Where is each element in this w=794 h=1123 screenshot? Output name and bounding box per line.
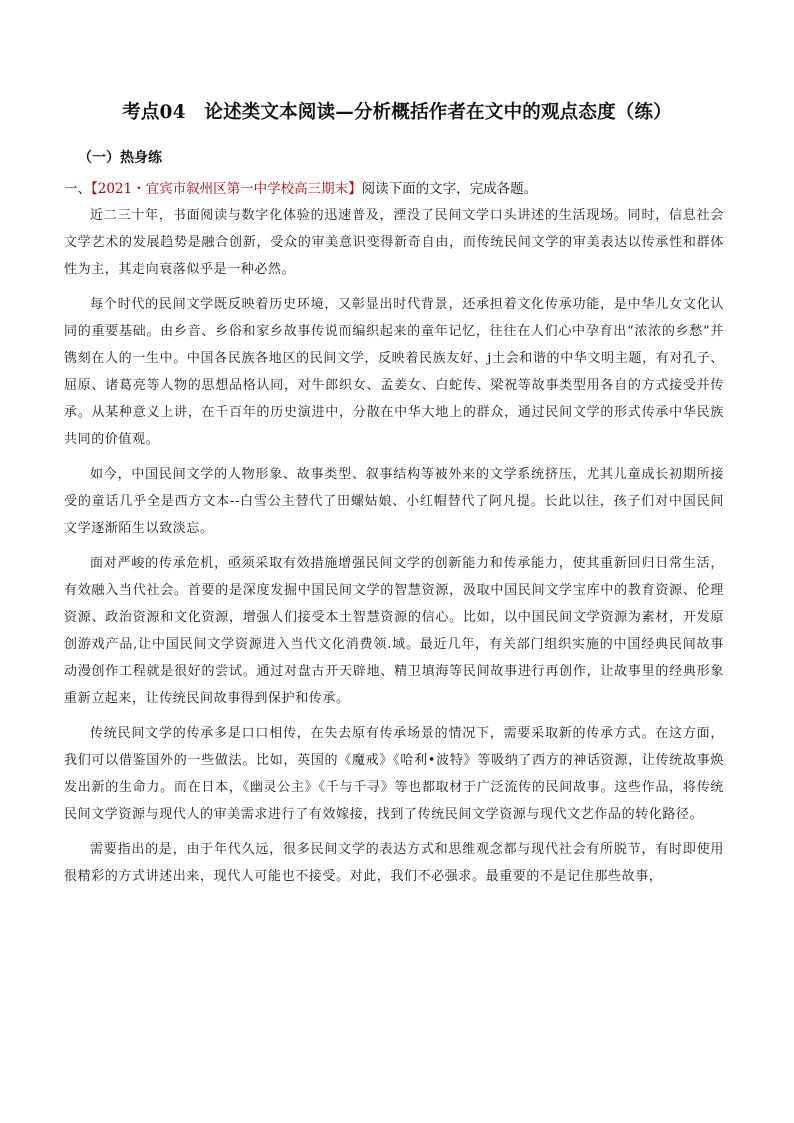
passage-paragraph: 近二三十年，书面阅读与数字化体验的迅速普及，湮没了民间文学口头讲述的生活现场。同时，信息社会文学艺术的发展趋势是融合创新，受众的审美意识变得新奇自由，而传统民间文学的审美表达以传承性和群体性为主，其走向衰落似乎是一种必然。 (64, 208, 724, 277)
question-source: 【2021・宜宾市叙州区第一中学校高三期末】 (91, 181, 362, 197)
question-number: 一、 (64, 181, 91, 197)
passage-body (64, 202, 724, 898)
page-title: 考点04 论述类文本阅读—分析概括作者在文中的观点态度（练） (122, 102, 672, 123)
question-instruction: 阅读下面的文字，完成各题。 (361, 181, 538, 197)
passage-paragraph: 面对严峻的传承危机，亟须采取有效措施增强民间文学的创新能力和传承能力，使其重新回归日常生活，有效融入当代社会。首要的是深度发掘中国民间文学的智慧资源，汲取中国民间文学宝库中的教育资源、伦理资源、政治资源和文化资源，增强人们接受本土智慧资源的信心。比如，以中国民间文学资源为素材，开发原创游戏产品,让中国民间文学资源进入当代文化消费领.域。最近几年，有关部门组织实施的中国经典民间故事动漫创作工程就是很好的尝试。通过对盘古开天辟地、精卫填海等民间故事进行再创作，让故事里的经典形象重新立起来，让传统民间故事得到保护和传承。 (64, 556, 724, 706)
passage-paragraph: 传统民间文学的传承多是口口相传，在失去原有传承场景的情况下，需要采取新的传承方式。在这方面，我们可以借鉴国外的一些做法。比如，英国的《魔戒》《哈利•波特》等吸纳了西方的神话资源，让传统故事焕发出新的生命力。而在日本，《幽灵公主》《千与千寻》等也都取材于广泛流传的民间故事。这些作品，将传统民间文学资源与现代人的审美需求进行了有效嫁接，找到了传统民间文学资源与现代文艺作品的转化路径。 (64, 726, 724, 822)
passage-paragraph: 需要指出的是，由于年代久远，很多民间文学的表达方式和思维观念都与现代社会有所脱节，有时即使用很精彩的方式讲述出来，现代人可能也不接受。对此，我们不必强求。最重要的不是记住那些故事， (64, 842, 724, 884)
passage-paragraph: 如今，中国民间文学的人物形象、故事类型、叙事结构等被外来的文学系统挤压，尤其儿童成长初期所接受的童话几乎全是西方文本--白雪公主替代了田螺姑娘、小红帽替代了阿凡提。长此以往，孩子们对中国民间文学逐渐陌生以致淡忘。 (64, 467, 724, 536)
section-heading: （一）热身练 (78, 150, 162, 166)
passage-paragraph: 每个时代的民间文学既反映着历史环境，又彰显出时代背景，还承担着文化传承功能，是中华儿女文化认同的重要基础。由乡音、乡俗和家乡故事传说而编织起来的童年记忆，往往在人们心中孕育出“浓浓的乡愁”并镌刻在人的一生中。中国各民族各地区的民间文学，反映着民族友好、j土会和谐的中华文明主题，有对孔子、屈原、诸葛亮等人物的思想品格认同，对牛郎织女、孟姜女、白蛇传、梁祝等故事类型用各自的方式接受并传承。从某种意义上讲，在千百年的历史演进中，分散在中华大地上的群众，通过民间文学的形式传承中华民族共同的价值观。 (64, 297, 724, 447)
question-prompt (64, 177, 537, 197)
